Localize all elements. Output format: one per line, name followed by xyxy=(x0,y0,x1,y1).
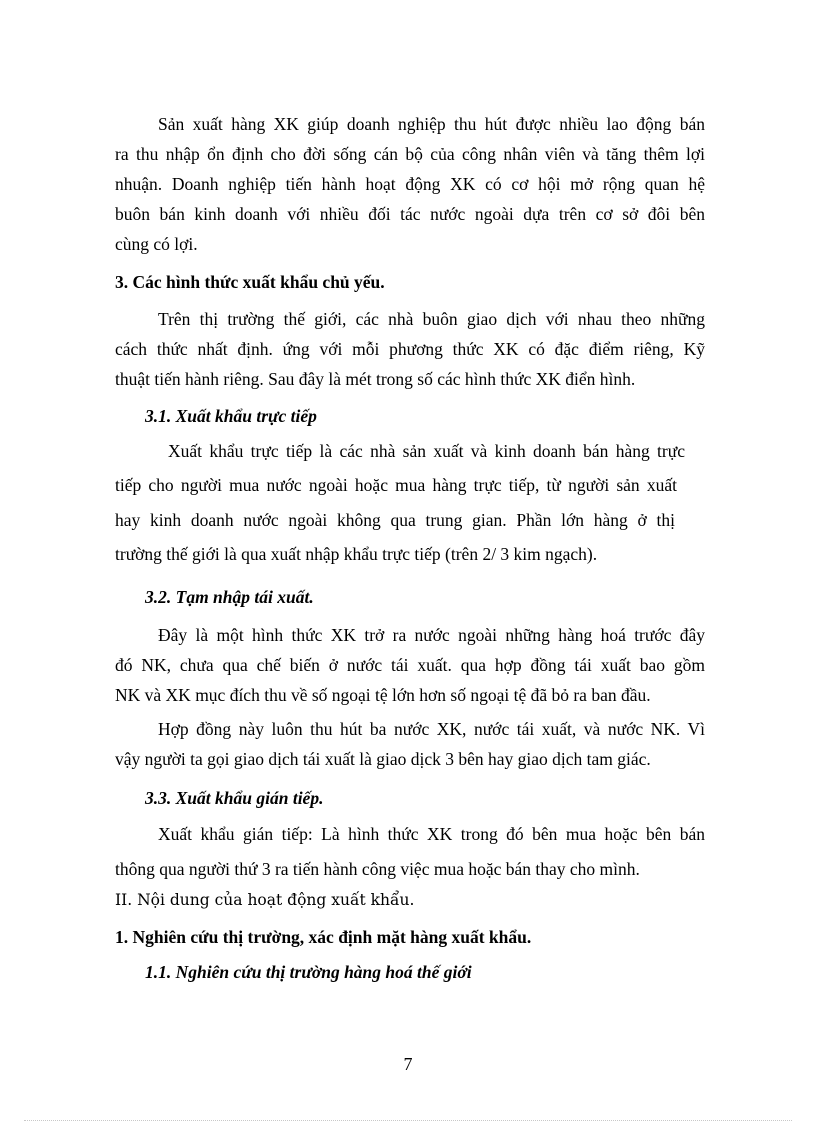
paragraph-line: Hợp đồng này luôn thu hút ba nước XK, nước tái xuất, và nước NK. Vì xyxy=(158,719,705,739)
paragraph-line: buôn bán kinh doanh với nhiều đối tác nước ngoài dựa trên cơ sở đôi bên xyxy=(115,204,705,224)
paragraph-line: hay kinh doanh nước ngoài không qua trung gian. Phần lớn hàng ở thị xyxy=(115,510,675,530)
paragraph-line: ra thu nhập ổn định cho đời sống cán bộ của công nhân viên và tăng thêm lợi xyxy=(115,144,705,164)
paragraph-line: cùng có lợi. xyxy=(115,234,198,254)
paragraph-line: Đây là một hình thức XK trở ra nước ngoài những hàng hoá trước đây xyxy=(158,625,705,645)
paragraph-line: nhuận. Doanh nghiệp tiến hành hoạt động XK có cơ hội mở rộng quan hệ xyxy=(115,174,705,194)
paragraph-line: thuật tiến hành riêng. Sau đây là mét trong số các hình thức XK điển hình. xyxy=(115,369,636,389)
paragraph-line: Sản xuất hàng XK giúp doanh nghiệp thu hút được nhiều lao động bán xyxy=(158,114,705,134)
subsection-heading: 1.1. Nghiên cứu thị trường hàng hoá thế giới xyxy=(145,962,472,982)
paragraph-line: Trên thị trường thế giới, các nhà buôn giao dịch với nhau theo những xyxy=(158,309,705,329)
subsection-heading: 3.1. Xuất khẩu trực tiếp xyxy=(145,406,317,426)
section-heading: 3. Các hình thức xuất khẩu chủ yếu. xyxy=(115,272,385,292)
paragraph-line: Xuất khẩu trực tiếp là các nhà sản xuất và kinh doanh bán hàng trực xyxy=(168,441,685,461)
paragraph-line: trường thế giới là qua xuất nhập khẩu trực tiếp (trên 2/ 3 kim ngạch). xyxy=(115,544,598,564)
paragraph-line: cách thức nhất định. ứng với mỗi phương thức XK có đặc điểm riêng, Kỹ xyxy=(115,339,705,359)
paragraph-line: Xuất khẩu gián tiếp: Là hình thức XK trong đó bên mua hoặc bên bán xyxy=(158,824,705,844)
paragraph-line: vậy người ta gọi giao dịch tái xuất là giao dịck 3 bên hay giao dịch tam giác. xyxy=(115,749,651,769)
paragraph-line: NK và XK mục đích thu về số ngoại tệ lớn hơn số ngoại tệ đã bỏ ra ban đầu. xyxy=(115,685,651,705)
section-heading: 1. Nghiên cứu thị trường, xác định mặt hàng xuất khẩu. xyxy=(115,927,532,947)
paragraph-line: tiếp cho người mua nước ngoài hoặc mua hàng trực tiếp, từ người sản xuất xyxy=(115,475,677,495)
page-divider xyxy=(24,1120,792,1121)
subsection-heading: 3.3. Xuất khẩu gián tiếp. xyxy=(145,788,324,808)
paragraph-line: thông qua người thứ 3 ra tiến hành công việc mua hoặc bán thay cho mình. xyxy=(115,859,640,879)
paragraph-line: đó NK, chưa qua chế biến ở nước tái xuất. qua hợp đồng tái xuất bao gồm xyxy=(115,655,705,675)
page-number: 7 xyxy=(403,1054,413,1074)
section-title: II. Nội dung của hoạt động xuất khẩu. xyxy=(115,891,415,909)
subsection-heading: 3.2. Tạm nhập tái xuất. xyxy=(145,587,314,607)
